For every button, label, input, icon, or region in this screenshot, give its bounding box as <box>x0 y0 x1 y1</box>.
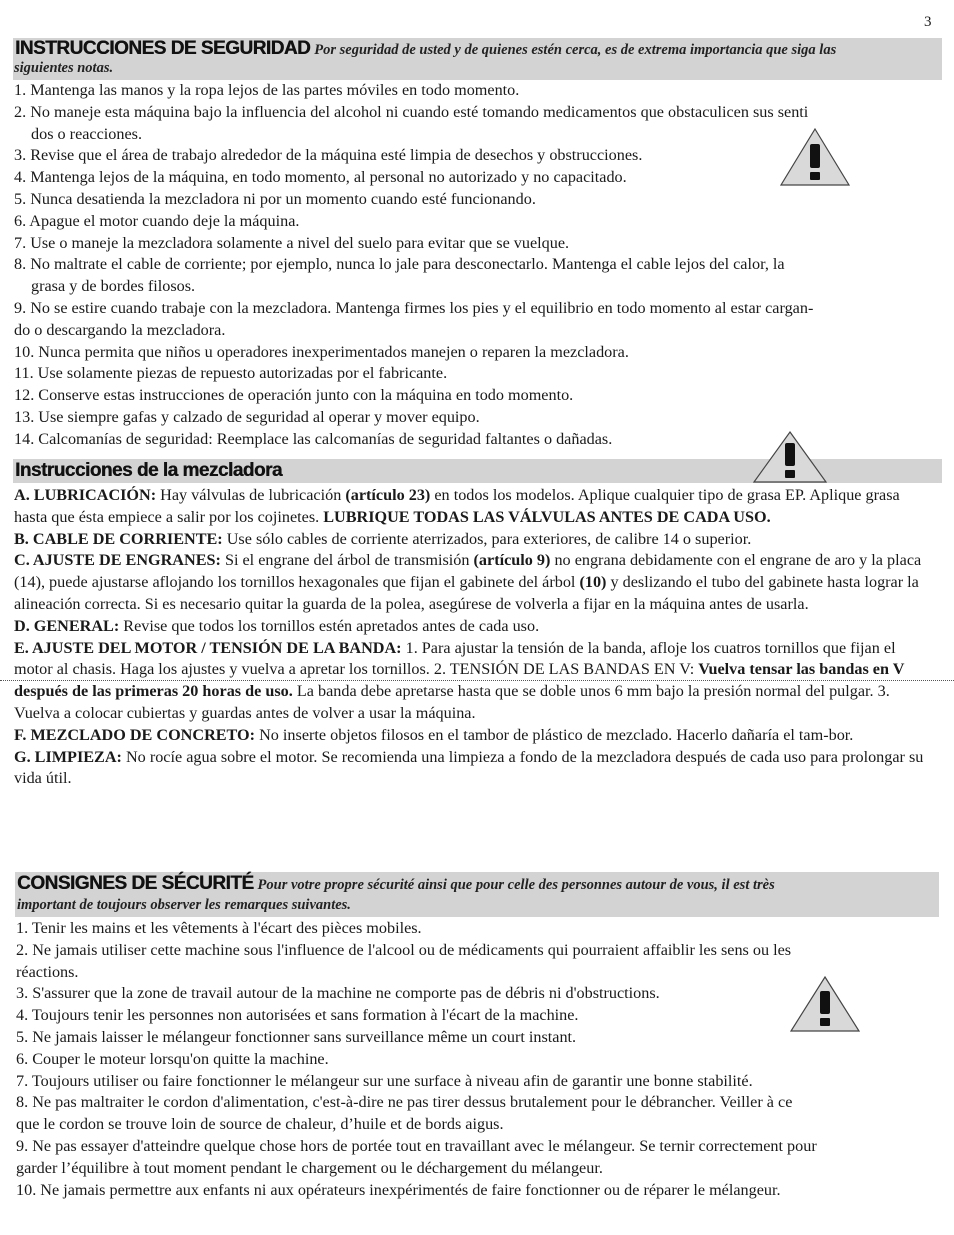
list-item: 12. Conserve estas instrucciones de operación junto con la máquina en todo momento. <box>14 386 574 405</box>
divider <box>0 680 954 681</box>
section-subtitle-cont: important de toujours observer les remarques suivantes. <box>17 897 351 913</box>
section-title: INSTRUCCIONES DE SEGURIDAD <box>15 38 311 59</box>
safety-header-fr <box>15 872 939 917</box>
list-item: 6. Couper le moteur lorsqu'on quitte la machine. <box>16 1049 329 1068</box>
list-item: 1. Mantenga las manos y la ropa lejos de las partes móviles en todo momento. <box>14 81 520 99</box>
list-item: 9. No se estire cuando trabaje con la mezcladora. Mantenga firmes los pies y el equilibrio en todo momento al estar cargan- <box>14 298 814 317</box>
section-subtitle: Pour votre propre sécurité ainsi que pour celle des personnes autour de vous, il est très <box>257 877 775 893</box>
list-item: 5. Ne jamais laisser le mélangeur fonctionner sans surveillance même un court instant. <box>16 1027 577 1046</box>
list-item: réactions. <box>16 962 79 981</box>
list-item: 5. Nunca desatienda la mezcladora ni por un momento cuando esté funcionando. <box>14 189 536 208</box>
warning-triangle-icon <box>779 127 851 187</box>
list-item: 4. Mantenga lejos de la máquina, en todo momento, al personal no autorizado y no capacitado. <box>14 168 627 187</box>
instruction-b: B. CABLE DE CORRIENTE: Use sólo cables de corriente aterrizados, para exteriores, de calibre 14 o superior. <box>14 529 752 548</box>
list-item: 2. No maneje esta máquina bajo la influencia del alcohol ni cuando esté tomando medicamentos que obstaculicen sus senti <box>14 102 809 121</box>
safety-header-es <box>13 38 942 80</box>
list-item: 6. Apague el motor cuando deje la máquina. <box>14 211 300 230</box>
section-title: CONSIGNES DE SÉCURITÉ <box>17 873 254 894</box>
section-subtitle-cont: siguientes notas. <box>14 60 114 76</box>
list-item: 9. Ne pas essayer d'atteindre quelque chose hors de portée tout en travaillant avec le mélangeur. Se ternir correctement pour <box>16 1136 817 1155</box>
mixer-instructions <box>14 485 936 790</box>
list-item: 11. Use solamente piezas de repuesto autorizadas por el fabricante. <box>14 364 448 383</box>
list-item: 7. Toujours utiliser ou faire fonctionner le mélangeur sur une surface à niveau afin de garantir une bonne stabilité. <box>16 1071 753 1090</box>
list-item: 2. Ne jamais utiliser cette machine sous l'influence de l'alcool ou de médicaments qui pourraient affaiblir les sens ou les <box>16 940 792 959</box>
instruction-a: A. LUBRICACIÓN: Hay válvulas de lubricación (artículo 23) en todos los modelos. Aplique cualquier tipo de grasa EP. Aplique grasa hasta que ésta empiece a salir por los cojinetes. LUBRIQUE TODAS LAS VÁLVULAS ANTES DE CADA USO. <box>14 486 900 526</box>
list-item: 1. Tenir les mains et les vêtements à l'écart des pièces mobiles. <box>16 919 422 937</box>
safety-list-fr <box>16 918 938 1201</box>
list-item: dos o reacciones. <box>31 124 143 143</box>
list-item: 3. S'assurer que la zone de travail autour de la machine ne comporte pas de débris ni d'obstructions. <box>16 984 660 1003</box>
list-item: 4. Toujours tenir les personnes non autorisées et sans formation à l'écart de la machine. <box>16 1006 579 1025</box>
list-item: 14. Calcomanías de seguridad: Reemplace las calcomanías de seguridad faltantes o dañadas. <box>14 429 613 448</box>
list-item: 13. Use siempre gafas y calzado de seguridad al operar y mover equipo. <box>14 407 480 426</box>
list-item: 8. Ne pas maltraiter le cordon d'alimentation, c'est-à-dire ne pas tirer dessus brutalement pour le débrancher. Veiller à ce <box>16 1093 793 1112</box>
instruction-f: F. MEZCLADO DE CONCRETO: No inserte objetos filosos en el tambor de plástico de mezclado. Hacerlo dañaría el tam-bor. <box>14 725 854 744</box>
instruction-c: C. AJUSTE DE ENGRANES: Si el engrane del árbol de transmisión (artículo 9) no engrana debidamente con el engrane de aro y la placa (14), puede ajustarse aflojando los tornillos hexagonales que fijan el gabinete del árbol (10) y deslizando el tubo del gabinete hasta lograr la alineación correcta. Si es necesario quitar la guarda de la polea, asegúrese de volverla a fijar en la máquina antes de usarla. <box>14 551 922 613</box>
section-title: Instrucciones de la mezcladora <box>15 460 282 481</box>
list-item: 8. No maltrate el cable de corriente; por ejemplo, nunca lo jale para desconectarlo. Mantenga el cable lejos del calor, la <box>14 255 785 274</box>
list-item: 10. Nunca permita que niños u operadores inexperimentados manejen o reparen la mezcladora. <box>14 342 629 361</box>
list-item: 10. Ne jamais permettre aux enfants ni aux opérateurs inexpérimentés de faire fonctionner ou de réparer le mélangeur. <box>16 1180 781 1199</box>
list-item: 3. Revise que el área de trabajo alrededor de la máquina esté limpia de desechos y obstrucciones. <box>14 146 643 165</box>
list-item: que le cordon se trouve loin de source de chaleur, d’huile et de bords aigus. <box>16 1115 504 1134</box>
page-number: 3 <box>924 14 932 30</box>
section-subtitle: Por seguridad de usted y de quienes estén cerca, es de extrema importancia que siga las <box>314 42 837 58</box>
warning-triangle-icon <box>752 430 828 484</box>
list-item: garder l’équilibre à tout moment pendant le chargement ou le déchargement du mélangeur. <box>16 1158 603 1177</box>
warning-triangle-icon <box>789 975 861 1033</box>
list-item: 7. Use o maneje la mezcladora solamente a nivel del suelo para evitar que se vuelque. <box>14 233 570 252</box>
list-item: grasa y de bordes filosos. <box>31 277 196 296</box>
instruction-g: G. LIMPIEZA: No rocíe agua sobre el motor. Se recomienda una limpieza a fondo de la mezcladora después de cada uso para prolongar su vida útil. <box>14 747 924 788</box>
instruction-d: D. GENERAL: Revise que todos los tornillos estén apretados antes de cada uso. <box>14 616 540 635</box>
list-item: do o descargando la mezcladora. <box>14 320 226 339</box>
instruction-e: E. AJUSTE DEL MOTOR / TENSIÓN DE LA BANDA: 1. Para ajustar la tensión de la banda, afloje los cuatros tornillos que fijan el motor al chasis. Haga los ajustes y vuelva a apretar los tornillos. 2. TENSIÓN DE LAS BANDAS EN V: Vuelva tensar las bandas en V después de las primeras 20 horas de uso. La banda debe apretarse hasta que se doble unos 6 mm bajo la presión normal del pulgar. 3. Vuelva a colocar cubiertas y guardas antes de volver a usar la máquina. <box>14 638 905 722</box>
